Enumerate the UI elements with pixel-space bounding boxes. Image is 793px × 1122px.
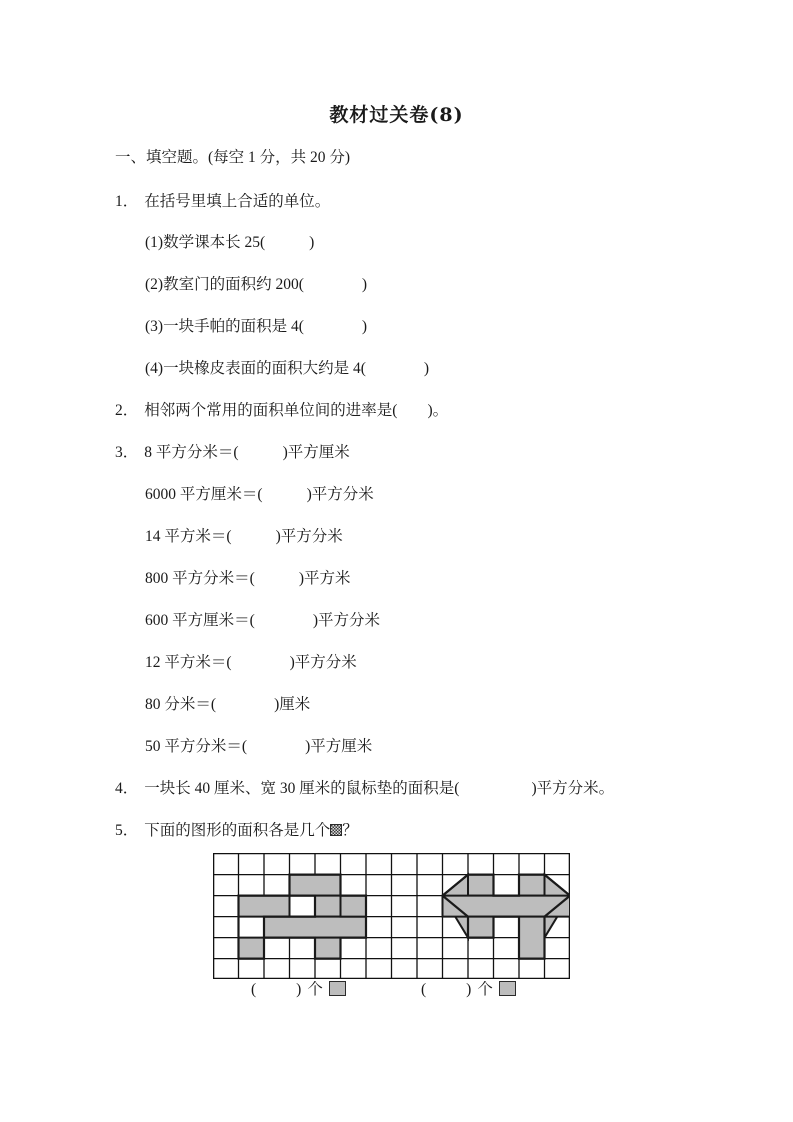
- question-2-text: 相邻两个常用的面积单位间的进率是(: [144, 402, 398, 419]
- grid-figure: [213, 853, 570, 979]
- conversion-from: 14 平方米: [145, 528, 211, 545]
- item-text: 一块橡皮表面的面积大约是 4(: [163, 360, 366, 377]
- conversion-close: ): [305, 738, 311, 755]
- question-3-line-2: [145, 487, 374, 503]
- caption-unit: 个: [307, 981, 323, 998]
- conversion-to: 平方米: [303, 570, 351, 587]
- question-3-line-7: [145, 697, 310, 713]
- caption-right: [421, 980, 516, 1000]
- conversion-to: 平方分米: [280, 528, 343, 545]
- caption-close: ): [466, 981, 472, 998]
- question-1-stem: [115, 194, 330, 210]
- conversion-from: 50 平方分米: [145, 738, 227, 755]
- question-1-item-1: [145, 235, 314, 251]
- question-3-line-6: [145, 655, 357, 671]
- conversion-to: 平方厘米: [310, 738, 373, 755]
- conversion-close: ): [275, 528, 281, 545]
- page-title: 教材过关卷(8): [329, 104, 464, 126]
- question-1-text: 在括号里填上合适的单位。: [144, 193, 331, 210]
- question-1-item-4: [145, 361, 429, 377]
- question-1-item-3: [145, 319, 367, 335]
- conversion-close: ): [312, 612, 318, 629]
- question-5-text: 下面的图形的面积各是几个: [144, 822, 331, 839]
- item-label: (4): [145, 360, 164, 377]
- question-4: [115, 781, 614, 797]
- question-5-number: 5．: [115, 822, 139, 839]
- question-5-close: ？: [342, 822, 358, 839]
- question-3-line-3: [145, 529, 343, 545]
- question-3-number: 3．: [115, 444, 139, 461]
- question-2: [115, 403, 448, 419]
- question-5: [115, 823, 358, 839]
- item-text: 教室门的面积约 200(: [163, 276, 304, 293]
- conversion-close: ): [306, 486, 312, 503]
- item-label: (1): [145, 234, 164, 251]
- conversion-from: 6000 平方厘米: [145, 486, 242, 503]
- question-4-close: )平方分米。: [531, 780, 615, 797]
- missing-glyph-icon: [330, 824, 342, 836]
- conversion-to: 厘米: [279, 696, 311, 713]
- conversion-from: 8 平方分米: [144, 444, 218, 461]
- question-2-close: )。: [427, 402, 449, 419]
- question-1-item-2: [145, 277, 367, 293]
- question-4-text: 一块长 40 厘米、宽 30 厘米的鼠标垫的面积是(: [144, 780, 460, 797]
- item-text: 一块手帕的面积是 4(: [163, 318, 304, 335]
- conversion-close: ): [274, 696, 280, 713]
- item-close: ): [309, 234, 315, 251]
- section-heading: 一、填空题。(每空 1 分，共 20 分): [115, 149, 351, 166]
- question-3-line-5: [145, 613, 380, 629]
- caption-open: (: [251, 981, 257, 998]
- conversion-from: 800 平方分米: [145, 570, 235, 587]
- conversion-from: 600 平方厘米: [145, 612, 235, 629]
- conversion-eq: ＝(: [217, 444, 239, 461]
- item-label: (2): [145, 276, 164, 293]
- question-4-number: 4．: [115, 780, 139, 797]
- gray-square-icon: [499, 981, 516, 996]
- conversion-eq: ＝(: [241, 486, 263, 503]
- caption-open: (: [421, 981, 427, 998]
- area-grid-svg: [213, 853, 570, 979]
- conversion-from: 80 分米: [145, 696, 196, 713]
- conversion-to: 平方分米: [294, 654, 357, 671]
- question-3-line-4: [145, 571, 351, 587]
- caption-close: ): [296, 981, 302, 998]
- item-close: ): [423, 360, 430, 377]
- question-3-line-1: [115, 445, 350, 461]
- item-text: 数学课本长 25(: [163, 234, 266, 251]
- item-label: (3): [145, 318, 164, 335]
- caption-unit: 个: [477, 981, 493, 998]
- caption-left: [251, 980, 346, 1000]
- conversion-to: 平方分米: [317, 612, 380, 629]
- question-1-number: 1．: [115, 193, 139, 210]
- gray-square-icon: [329, 981, 346, 996]
- conversion-to: 平方分米: [311, 486, 374, 503]
- conversion-close: ): [298, 570, 304, 587]
- conversion-from: 12 平方米: [145, 654, 211, 671]
- conversion-eq: ＝(: [195, 696, 217, 713]
- conversion-to: 平方厘米: [287, 444, 350, 461]
- question-3-line-8: [145, 739, 372, 755]
- figure-captions: [213, 980, 613, 1006]
- item-close: ): [361, 318, 368, 335]
- question-2-number: 2．: [115, 402, 139, 419]
- conversion-eq: ＝(: [234, 570, 255, 587]
- conversion-eq: ＝(: [226, 738, 248, 755]
- conversion-close: ): [282, 444, 288, 461]
- conversion-close: ): [289, 654, 295, 671]
- conversion-eq: ＝(: [210, 528, 232, 545]
- conversion-eq: ＝(: [234, 612, 255, 629]
- conversion-eq: ＝(: [210, 654, 232, 671]
- item-close: ): [361, 276, 368, 293]
